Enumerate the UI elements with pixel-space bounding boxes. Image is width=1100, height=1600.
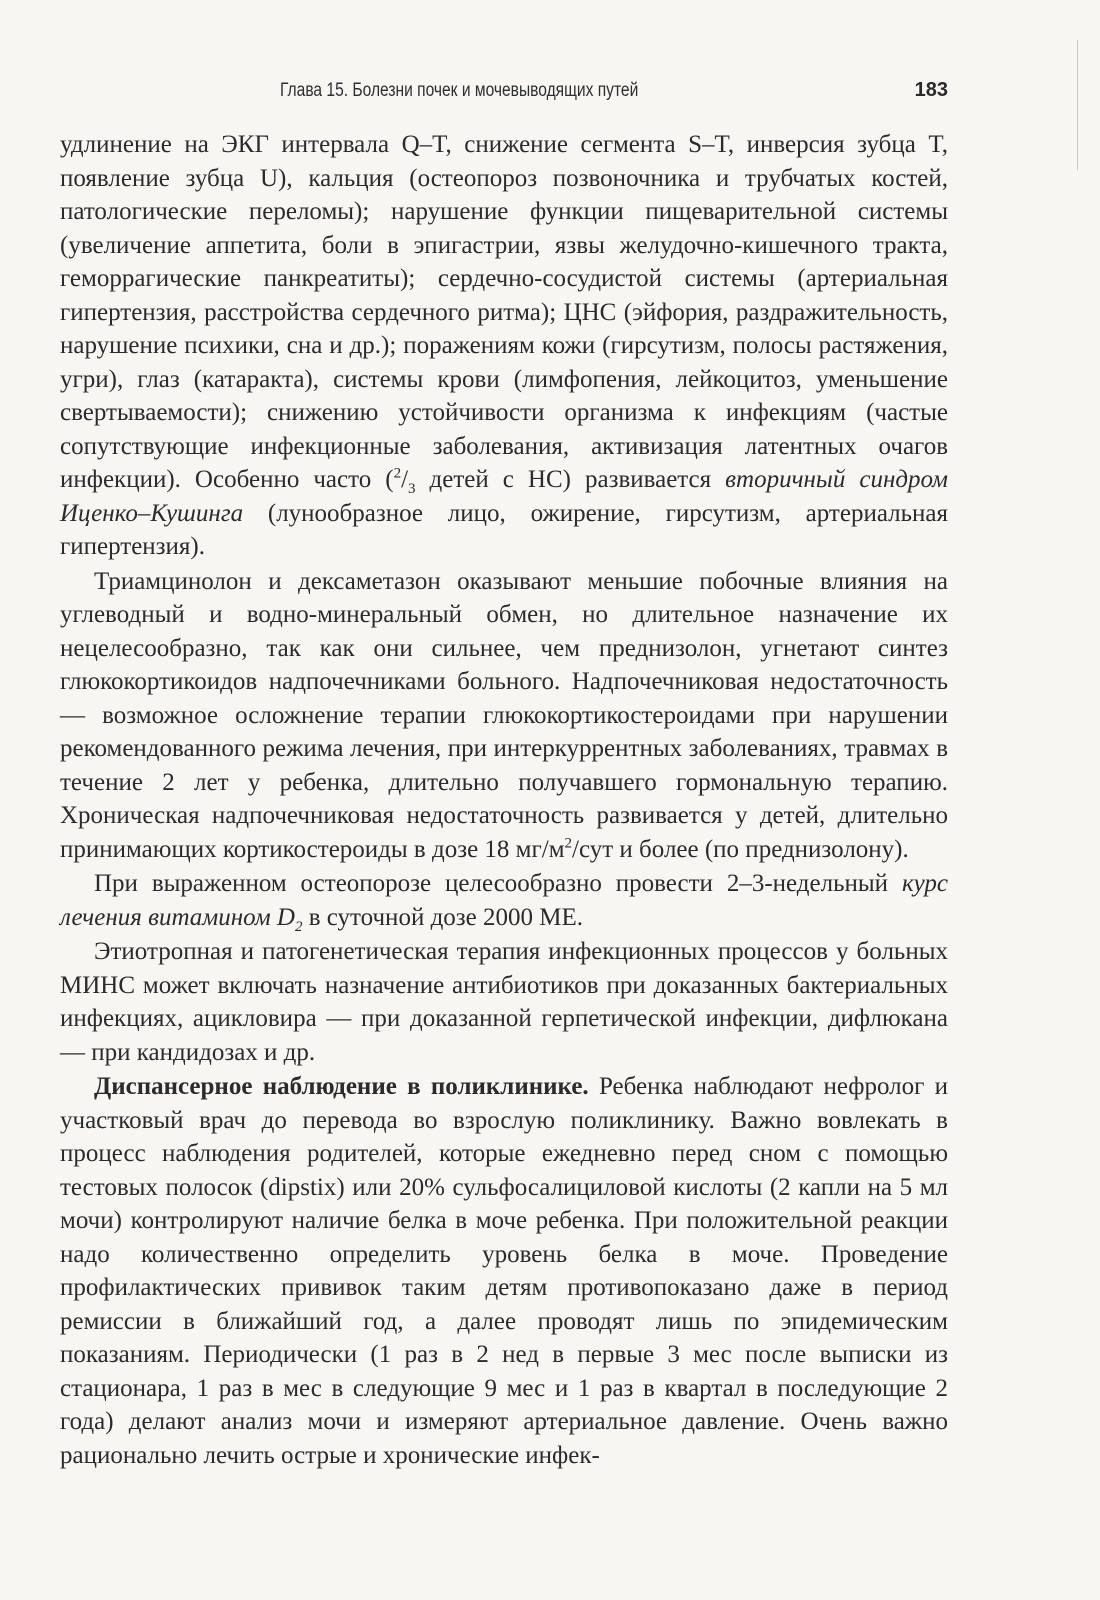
- paragraph-1: [60, 128, 948, 564]
- page-number: 183: [914, 79, 948, 101]
- paragraph-3-text-a: При выраженном остеопорозе целесообразно провести 2–3-недельный: [94, 870, 902, 897]
- paragraph-3-text-b: в суточной дозе 2000 МЕ.: [302, 903, 584, 931]
- paragraph-5-text: Ребенка наблюдают нефролог и участковый врач до перевода во взрослую поликлинику. Важно вовлекать в процесс наблюдения родителей, которые ежедневно перед сном с помощью тестовых полосок (dipstix) или 20% сульфосалициловой кислоты (2 капли на 5 мл мочи) контролируют наличие белка в моче ребенка. При положительной реакции надо количественно определить уровень белка в моче. Проведение профилактических прививок таким детям противопоказано даже в период ремиссии в ближайший год, а далее проводят лишь по эпидемическим показаниям. Периодически (1 раз в 2 нед в первые 3 мес после выписки из стационара, 1 раз в мес в следующие 9 мес и 1 раз в квартал в последующие 2 года) делают анализ мочи и измеряют артериальное давление. Очень важно рационально лечить острые и хронические инфек-: [60, 1073, 948, 1469]
- dose-superscript: 2: [564, 835, 573, 852]
- syndrome-term: вторичный синдром Иценко–Кушинга: [60, 466, 948, 527]
- paragraph-2-text-b: /сут и более (по преднизолону).: [572, 835, 909, 863]
- fraction-numerator: 2: [393, 465, 402, 482]
- section-heading-inline: Диспансерное наблюдение в поликлинике.: [94, 1073, 589, 1100]
- vitamin-subscript: 2: [294, 918, 303, 935]
- paragraph-1-text-b: детей с НС) развивается: [415, 466, 726, 493]
- paragraph-2-text-a: Триамцинолон и дексаметазон оказывают меньшие побочные влияния на углеводный и водно-минеральный обмен, но длительное назначение их нецелесообразно, так как они сильнее, чем преднизолон, угнетают синтез глюкокортикоидов надпочечниками больного. Надпочечниковая недостаточность — возможное осложнение терапии глюкокортикостероидами при нарушении рекомендованного режима лечения, при интеркуррентных заболеваниях, травмах в течение 2 лет у ребенка, длительно получавшего гормональную терапию. Хроническая надпочечниковая недостаточность развивается у детей, длительно принимающих кортикостероиды в дозе 18 мг/м: [60, 567, 948, 863]
- paragraph-4: [60, 935, 948, 1069]
- running-title: Глава 15. Болезни почек и мочевыводящих путей: [280, 80, 639, 101]
- paragraph-5: [60, 1070, 948, 1472]
- paragraph-1-text-a: удлинение на ЭКГ интервала Q–T, снижение сегмента S–T, инверсия зубца T, появление зубца U), кальция (остеопороз позвоночника и трубчатых костей, патологические переломы); нарушение функции пищеварительной системы (увеличение аппетита, боли в эпигастрии, язвы желудочно-кишечного тракта, геморрагические панкреатиты); сердечно-сосудистой системы (артериальная гипертензия, расстройства сердечного ритма); ЦНС (эйфория, раздражительность, нарушение психики, сна и др.); поражениям кожи (гирсутизм, полосы растяжения, угри), глаз (катаракта), системы крови (лимфопения, лейкоцитоз, уменьшение свертываемости); снижению устойчивости организма к инфекциям (частые сопутствующие инфекционные заболевания, активизация латентных очагов инфекции). Особенно часто (: [60, 131, 948, 493]
- paragraph-4-text: Этиотропная и патогенетическая терапия инфекционных процессов у больных МИНС может включать назначение антибиотиков при доказанных бактериальных инфекциях, ацикловира — при доказанной герпетической инфекции, дифлюкана — при кандидозах и др.: [60, 938, 948, 1066]
- fraction-slash: /: [401, 466, 409, 493]
- vitamin-course-term: курс лечения витамином D: [60, 870, 948, 931]
- paragraph-2: [60, 565, 948, 867]
- body-text: [60, 128, 948, 1472]
- paragraph-3: [60, 867, 948, 934]
- page-edge-line: [1077, 40, 1078, 170]
- paragraph-1-text-c: (лунообразное лицо, ожирение, гирсутизм, артериальная гипертензия).: [60, 499, 948, 560]
- fraction-denominator: 3: [408, 481, 416, 497]
- page-header: [60, 80, 948, 110]
